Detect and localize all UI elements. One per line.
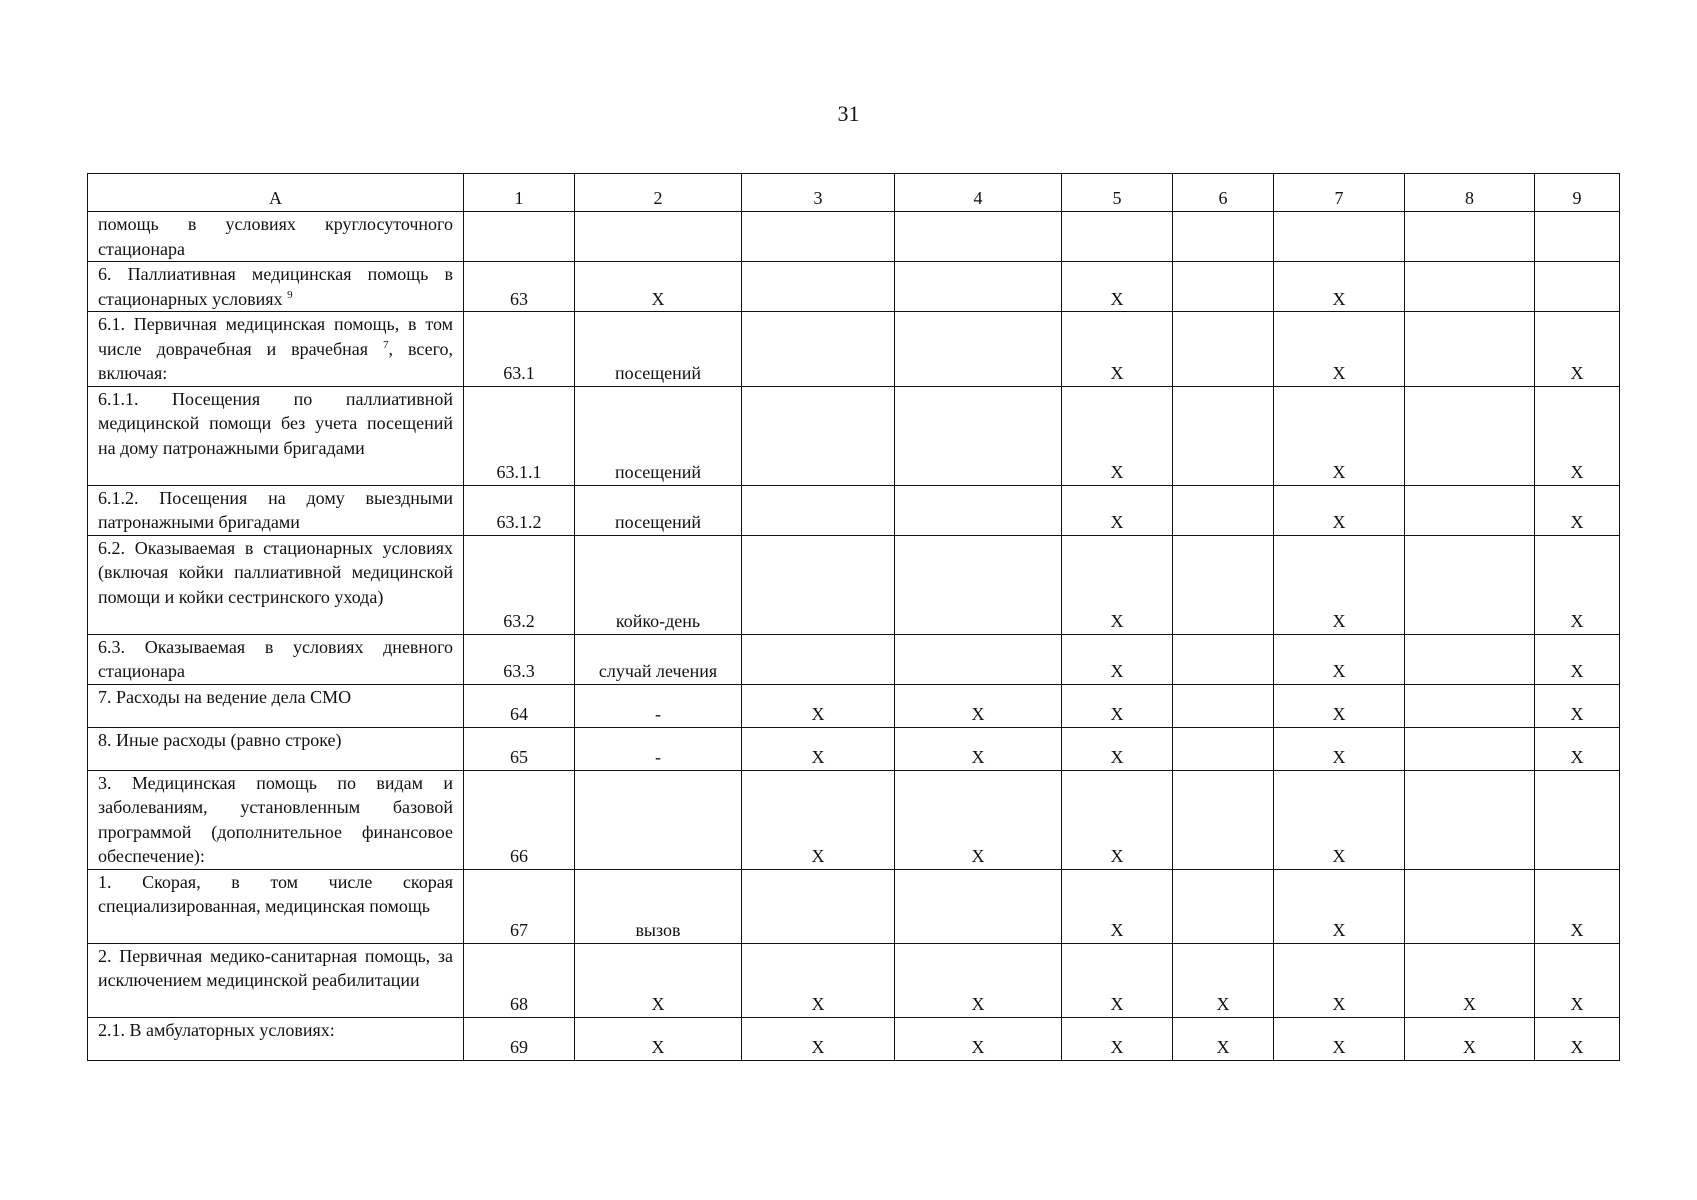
cell-col-4: [895, 485, 1062, 535]
cell-col-3: [742, 485, 895, 535]
cell-col-8: [1405, 312, 1535, 387]
cell-col-4: Х: [895, 684, 1062, 727]
cell-col-2: случай лечения: [575, 634, 742, 684]
cell-col-4: Х: [895, 770, 1062, 869]
row-label-text: 6. Паллиативная медицинская помощь в стационарных условиях: [98, 264, 453, 309]
row-label-text: 6.1. Первичная медицинская помощь, в том числе доврачебная и врачебная: [98, 314, 453, 359]
cell-col-8: [1405, 212, 1535, 262]
cell-col-5: Х: [1062, 770, 1173, 869]
table-row: [88, 262, 1620, 312]
cell-col-2: Х: [575, 262, 742, 312]
cell-col-7: Х: [1274, 262, 1405, 312]
cell-col-1: 63.3: [464, 634, 575, 684]
header-cell-9: 9: [1535, 174, 1620, 212]
cell-col-5: Х: [1062, 684, 1173, 727]
cell-col-2: посещений: [575, 386, 742, 485]
row-label-text: 7. Расходы на ведение дела СМО: [98, 686, 352, 707]
cell-col-8: [1405, 262, 1535, 312]
cell-col-6: [1173, 634, 1274, 684]
table-row: [88, 386, 1620, 485]
cell-col-7: Х: [1274, 869, 1405, 943]
table-row: [88, 485, 1620, 535]
cell-col-3: Х: [742, 684, 895, 727]
table-body: [88, 212, 1620, 1061]
cell-col-5: Х: [1062, 312, 1173, 387]
cell-col-7: Х: [1274, 312, 1405, 387]
cell-col-5: Х: [1062, 634, 1173, 684]
cell-col-7: Х: [1274, 386, 1405, 485]
cell-col-1: 64: [464, 684, 575, 727]
row-label: [88, 727, 464, 770]
table-row: [88, 727, 1620, 770]
cell-col-8: Х: [1405, 943, 1535, 1017]
table-row: [88, 869, 1620, 943]
cell-col-6: [1173, 770, 1274, 869]
cell-col-4: [895, 262, 1062, 312]
row-label-end: , всего, включая:: [98, 338, 453, 383]
cell-col-4: Х: [895, 1017, 1062, 1060]
header-cell-6: 6: [1173, 174, 1274, 212]
cell-col-3: Х: [742, 727, 895, 770]
cell-col-2: койко-день: [575, 535, 742, 634]
cell-col-4: Х: [895, 727, 1062, 770]
cell-col-5: Х: [1062, 485, 1173, 535]
row-label: [88, 212, 464, 262]
row-label: [88, 1017, 464, 1060]
cell-col-1: 63.1: [464, 312, 575, 387]
header-cell-4: 4: [895, 174, 1062, 212]
cell-col-8: [1405, 485, 1535, 535]
cell-col-6: [1173, 684, 1274, 727]
header-cell-8: 8: [1405, 174, 1535, 212]
row-label: [88, 386, 464, 485]
row-label: [88, 684, 464, 727]
cell-col-8: [1405, 386, 1535, 485]
cell-col-1: 66: [464, 770, 575, 869]
cell-col-8: [1405, 869, 1535, 943]
cell-col-2: -: [575, 684, 742, 727]
cell-col-3: [742, 535, 895, 634]
cell-col-6: [1173, 386, 1274, 485]
header-cell-7: 7: [1274, 174, 1405, 212]
cell-col-3: [742, 312, 895, 387]
cell-col-9: [1535, 770, 1620, 869]
row-label: [88, 770, 464, 869]
cell-col-1: 63.2: [464, 535, 575, 634]
cell-col-4: [895, 535, 1062, 634]
cell-col-2: посещений: [575, 312, 742, 387]
cell-col-5: Х: [1062, 262, 1173, 312]
cell-col-9: Х: [1535, 727, 1620, 770]
cell-col-1: 67: [464, 869, 575, 943]
cell-col-3: [742, 869, 895, 943]
row-label-text: 6.2. Оказываемая в стационарных условиях (включая койки паллиативной медицинской помощи и койки сестринского ухода): [98, 537, 453, 607]
cell-col-6: [1173, 869, 1274, 943]
cell-col-7: [1274, 212, 1405, 262]
page-number: 31: [837, 101, 860, 126]
cell-col-6: Х: [1173, 943, 1274, 1017]
data-table: [87, 173, 1620, 1061]
cell-col-5: [1062, 212, 1173, 262]
cell-col-1: 68: [464, 943, 575, 1017]
row-label-text: 2.1. В амбулаторных условиях:: [98, 1019, 335, 1040]
cell-col-9: Х: [1535, 684, 1620, 727]
table-row: [88, 943, 1620, 1017]
cell-col-6: Х: [1173, 1017, 1274, 1060]
cell-col-3: [742, 634, 895, 684]
cell-col-2: вызов: [575, 869, 742, 943]
row-label-text: помощь в условиях круглосуточного стационара: [98, 214, 453, 259]
table-row: [88, 212, 1620, 262]
header-cell-2: 2: [575, 174, 742, 212]
cell-col-7: Х: [1274, 485, 1405, 535]
cell-col-4: [895, 312, 1062, 387]
cell-col-1: 63.1.2: [464, 485, 575, 535]
row-label-text: 6.3. Оказываемая в условиях дневного стационара: [98, 636, 453, 681]
cell-col-6: [1173, 727, 1274, 770]
cell-col-2: Х: [575, 1017, 742, 1060]
cell-col-2: посещений: [575, 485, 742, 535]
cell-col-2: [575, 770, 742, 869]
cell-col-4: [895, 869, 1062, 943]
cell-col-2: Х: [575, 943, 742, 1017]
cell-col-5: Х: [1062, 1017, 1173, 1060]
table-row: [88, 634, 1620, 684]
row-label: [88, 262, 464, 312]
cell-col-3: [742, 386, 895, 485]
footnote-ref: 9: [287, 288, 293, 301]
cell-col-8: [1405, 727, 1535, 770]
cell-col-9: Х: [1535, 485, 1620, 535]
cell-col-6: [1173, 535, 1274, 634]
cell-col-9: Х: [1535, 535, 1620, 634]
cell-col-9: Х: [1535, 943, 1620, 1017]
cell-col-5: Х: [1062, 869, 1173, 943]
table-row: [88, 770, 1620, 869]
cell-col-9: Х: [1535, 869, 1620, 943]
cell-col-9: [1535, 212, 1620, 262]
cell-col-9: [1535, 262, 1620, 312]
cell-col-8: [1405, 684, 1535, 727]
cell-col-5: Х: [1062, 727, 1173, 770]
cell-col-4: [895, 386, 1062, 485]
cell-col-5: Х: [1062, 535, 1173, 634]
header-cell-3: 3: [742, 174, 895, 212]
cell-col-3: [742, 212, 895, 262]
row-label: [88, 312, 464, 387]
cell-col-7: Х: [1274, 634, 1405, 684]
cell-col-3: Х: [742, 770, 895, 869]
cell-col-2: -: [575, 727, 742, 770]
row-label: [88, 485, 464, 535]
footnote-ref: 7: [383, 338, 389, 351]
cell-col-8: Х: [1405, 1017, 1535, 1060]
cell-col-1: [464, 212, 575, 262]
row-label: [88, 869, 464, 943]
cell-col-7: Х: [1274, 943, 1405, 1017]
cell-col-1: 65: [464, 727, 575, 770]
row-label-text: 8. Иные расходы (равно строке): [98, 729, 342, 750]
cell-col-8: [1405, 634, 1535, 684]
cell-col-4: [895, 212, 1062, 262]
cell-col-7: Х: [1274, 770, 1405, 869]
cell-col-7: Х: [1274, 535, 1405, 634]
cell-col-5: Х: [1062, 386, 1173, 485]
table-row: [88, 312, 1620, 387]
row-label-text: 1. Скорая, в том числе скорая специализированная, медицинская помощь: [98, 871, 453, 916]
cell-col-3: Х: [742, 1017, 895, 1060]
cell-col-3: Х: [742, 943, 895, 1017]
header-cell-a: А: [88, 174, 464, 212]
cell-col-8: [1405, 535, 1535, 634]
cell-col-1: 63.1.1: [464, 386, 575, 485]
row-label: [88, 535, 464, 634]
cell-col-9: Х: [1535, 312, 1620, 387]
row-label-text: 2. Первичная медико-санитарная помощь, за исключением медицинской реабилитации: [98, 945, 453, 990]
cell-col-7: Х: [1274, 1017, 1405, 1060]
cell-col-7: Х: [1274, 684, 1405, 727]
cell-col-9: Х: [1535, 386, 1620, 485]
cell-col-1: 63: [464, 262, 575, 312]
row-label-text: 3. Медицинская помощь по видам и заболеваниям, установленным базовой программой (дополнительное финансовое обеспечение):: [98, 772, 453, 866]
table-row: [88, 535, 1620, 634]
header-cell-1: 1: [464, 174, 575, 212]
header-cell-5: 5: [1062, 174, 1173, 212]
cell-col-4: Х: [895, 943, 1062, 1017]
row-label: [88, 943, 464, 1017]
cell-col-7: Х: [1274, 727, 1405, 770]
header-row: [88, 174, 1620, 212]
table-row: [88, 1017, 1620, 1060]
cell-col-1: 69: [464, 1017, 575, 1060]
row-label-text: 6.1.2. Посещения на дому выездными патронажными бригадами: [98, 487, 453, 532]
cell-col-3: [742, 262, 895, 312]
cell-col-6: [1173, 485, 1274, 535]
cell-col-4: [895, 634, 1062, 684]
cell-col-5: Х: [1062, 943, 1173, 1017]
cell-col-6: [1173, 312, 1274, 387]
cell-col-9: Х: [1535, 1017, 1620, 1060]
table-row: [88, 684, 1620, 727]
cell-col-6: [1173, 212, 1274, 262]
row-label-text: 6.1.1. Посещения по паллиативной медицинской помощи без учета посещений на дому патронажными бригадами: [98, 388, 453, 458]
cell-col-2: [575, 212, 742, 262]
cell-col-8: [1405, 770, 1535, 869]
cell-col-6: [1173, 262, 1274, 312]
cell-col-9: Х: [1535, 634, 1620, 684]
row-label: [88, 634, 464, 684]
